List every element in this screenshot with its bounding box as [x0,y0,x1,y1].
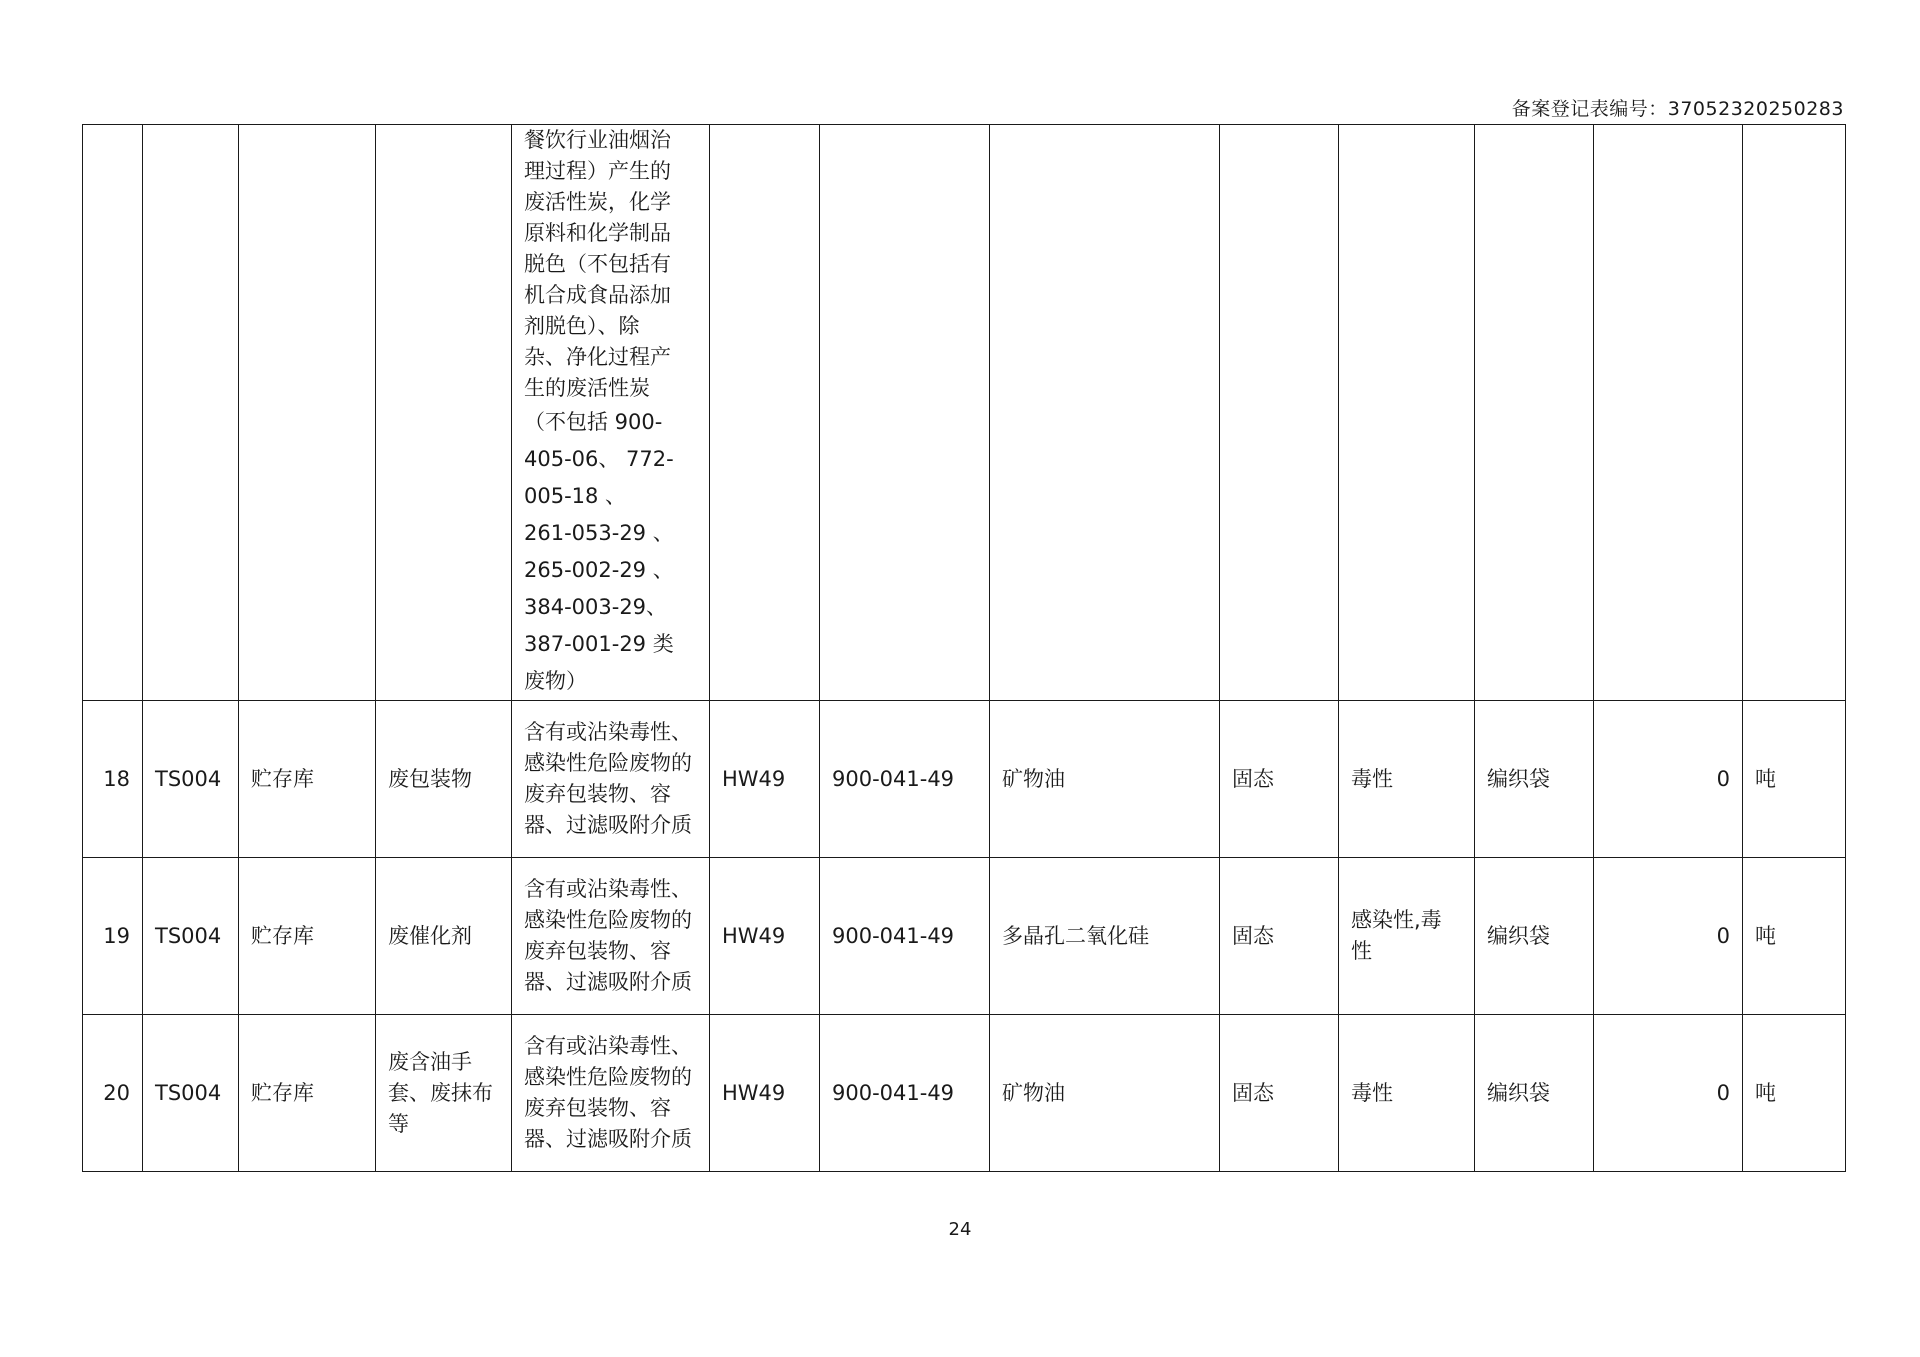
cell-description: 含有或沾染毒性、感染性危险废物的废弃包装物、容器、过滤吸附介质 [512,1015,710,1172]
cell-packaging [1475,125,1594,701]
table-row [83,858,1846,1015]
cell-category [710,125,820,701]
cell-unit: 吨 [1743,701,1846,858]
cell-waste-code: 900-041-49 [820,858,990,1015]
cell-name: 废包装物 [376,701,512,858]
cell-unit [1743,125,1846,701]
cell-facility [239,125,376,701]
cell-quantity: 0 [1594,1015,1743,1172]
desc-code-line: 265-002-29 、 [524,558,674,582]
cell-no: 19 [83,858,143,1015]
cell-waste-code: 900-041-49 [820,1015,990,1172]
cell-code [143,125,239,701]
cell-unit: 吨 [1743,1015,1846,1172]
cell-description: 含有或沾染毒性、感染性危险废物的废弃包装物、容器、过滤吸附介质 [512,858,710,1015]
desc-line: 废活性炭，化学 [524,190,671,214]
desc-line: 脱色（不包括有 [524,252,671,276]
cell-packaging: 编织袋 [1475,1015,1594,1172]
table-row [83,701,1846,858]
cell-form: 固态 [1220,858,1339,1015]
cell-hazard: 感染性,毒性 [1339,858,1475,1015]
cell-component [990,125,1220,701]
cell-waste-code: 900-041-49 [820,701,990,858]
cell-component: 矿物油 [990,1015,1220,1172]
cell-description: 含有或沾染毒性、感染性危险废物的废弃包装物、容器、过滤吸附介质 [512,701,710,858]
cell-quantity: 0 [1594,858,1743,1015]
cell-name [376,125,512,701]
desc-code-line: 261-053-29 、 [524,521,674,545]
cell-form [1220,125,1339,701]
cell-category: HW49 [710,1015,820,1172]
cell-category: HW49 [710,701,820,858]
cell-hazard: 毒性 [1339,1015,1475,1172]
cell-quantity: 0 [1594,701,1743,858]
cell-facility: 贮存库 [239,858,376,1015]
cell-name: 废含油手套、废抹布等 [376,1015,512,1172]
desc-code-line: 387-001-29 类 [524,632,674,656]
cell-hazard: 毒性 [1339,701,1475,858]
cell-facility: 贮存库 [239,701,376,858]
hazardous-waste-table [82,124,1846,1172]
cell-no: 20 [83,1015,143,1172]
cell-description [512,125,710,701]
desc-line: 杂、净化过程产 [524,345,671,369]
desc-line: 餐饮行业油烟治 [524,128,671,152]
cell-no [83,125,143,701]
cell-component: 矿物油 [990,701,1220,858]
cell-no: 18 [83,701,143,858]
desc-code-line: 384-003-29、 [524,595,668,619]
desc-line: 机合成食品添加 [524,283,671,307]
page-number: 24 [948,1219,972,1240]
desc-line: 理过程）产生的 [524,159,671,183]
cell-quantity [1594,125,1743,701]
cell-code: TS004 [143,858,239,1015]
cell-code: TS004 [143,1015,239,1172]
desc-line: 生的废活性炭 [524,376,650,400]
cell-form: 固态 [1220,701,1339,858]
desc-line: 原料和化学制品 [524,221,671,245]
table-row [83,1015,1846,1172]
desc-code-line: 405-06、 772- [524,447,674,471]
table-row-continuation [83,125,1846,701]
record-number: 备案登记表编号：37052320250283 [1511,98,1844,120]
cell-hazard [1339,125,1475,701]
cell-waste-code [820,125,990,701]
desc-line: 剂脱色）、除 [524,314,640,338]
desc-code-line: 废物） [524,669,587,693]
desc-code-line: （不包括 900- [524,410,663,434]
cell-form: 固态 [1220,1015,1339,1172]
desc-code-line: 005-18 、 [524,484,627,508]
cell-unit: 吨 [1743,858,1846,1015]
cell-facility: 贮存库 [239,1015,376,1172]
cell-code: TS004 [143,701,239,858]
cell-category: HW49 [710,858,820,1015]
cell-packaging: 编织袋 [1475,858,1594,1015]
cell-name: 废催化剂 [376,858,512,1015]
cell-packaging: 编织袋 [1475,701,1594,858]
cell-component: 多晶孔二氧化硅 [990,858,1220,1015]
